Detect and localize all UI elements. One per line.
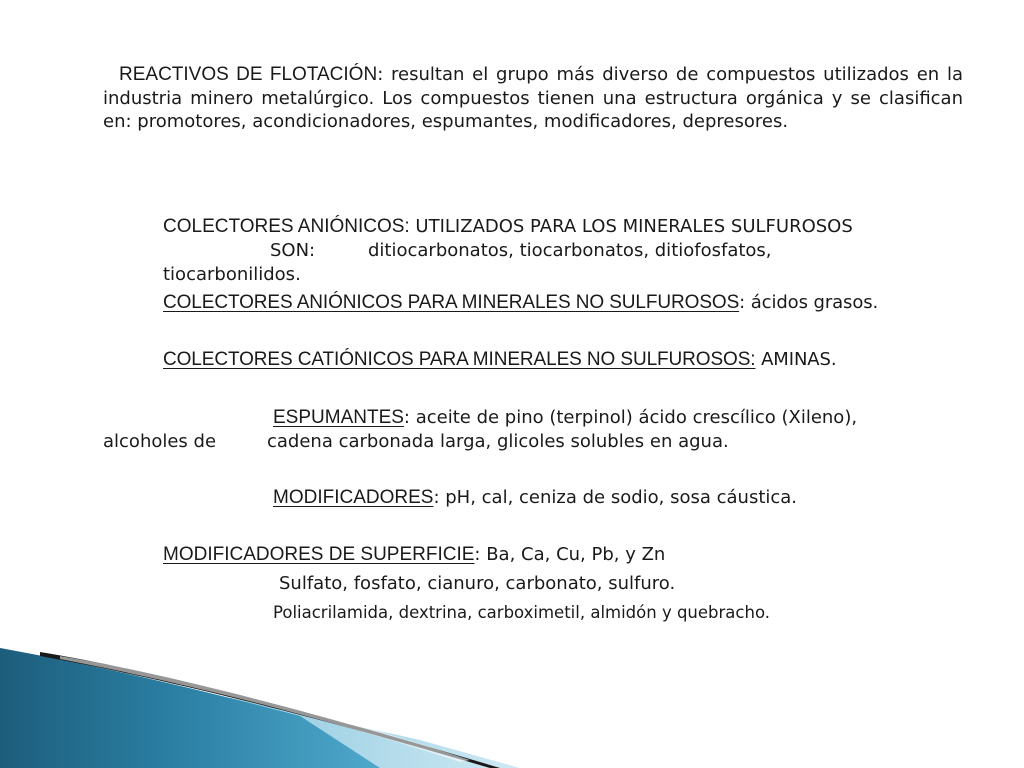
anionic-sulfide-line3: tiocarbonilidos.: [163, 264, 301, 285]
frothers-line1: [273, 406, 963, 430]
anionic-nonsulfide-text: : ácidos grasos.: [739, 292, 879, 313]
modifiers-paragraph: [273, 486, 973, 510]
anionic-sulfide-son: SON:: [270, 240, 316, 261]
frothers-keyword: ESPUMANTES: [273, 407, 404, 428]
anionic-sulfide-list: ditiocarbonatos, tiocarbonatos, ditiofosfatos,: [368, 240, 772, 261]
surface-modifiers-paragraph: [163, 543, 963, 567]
modifiers-text: : pH, cal, ceniza de sodio, sosa cáustica.: [433, 487, 798, 508]
surface-modifiers-text: : Ba, Ca, Cu, Pb, y Zn: [474, 544, 666, 565]
modifiers-keyword: MODIFICADORES: [273, 487, 434, 508]
intro-keyword: REACTIVOS DE FLOTACIÓN: [119, 64, 378, 85]
anionic-nonsulfide-paragraph: [163, 291, 983, 315]
intro-paragraph: [103, 63, 963, 134]
cationic-paragraph: [163, 348, 983, 372]
cationic-keyword: COLECTORES CATIÓNICOS PARA MINERALES NO SULFUROSOS:: [163, 349, 756, 370]
surface-modifiers-keyword: MODIFICADORES DE SUPERFICIE: [163, 544, 475, 565]
surface-modifiers-line3: Poliacrilamida, dextrina, carboximetil, almidón y quebracho.: [273, 603, 770, 622]
frothers-prefix: alcoholes de: [103, 431, 217, 452]
anionic-sulfide-text: UTILIZADOS PARA LOS MINERALES SULFUROSOS: [409, 216, 853, 237]
cationic-text: AMINAS.: [755, 349, 837, 370]
anionic-sulfide-line1: [163, 215, 963, 239]
intro-text: : resultan el grupo más diverso de compuestos utilizados en la industria minero metalúrgico. Los compuestos tienen una estructura orgánica y se clasifican en: promotores, acondicionadores, espumantes, modificadores, depresores.: [103, 64, 963, 132]
frothers-line2: cadena carbonada larga, glicoles solubles en agua.: [267, 431, 729, 452]
surface-modifiers-line2: Sulfato, fosfato, cianuro, carbonato, sulfuro.: [279, 573, 676, 594]
frothers-text: : aceite de pino (terpinol) ácido crescílico (Xileno),: [403, 407, 858, 428]
anionic-sulfide-keyword: COLECTORES ANIÓNICOS:: [163, 216, 410, 237]
anionic-nonsulfide-keyword: COLECTORES ANIÓNICOS PARA MINERALES NO SULFUROSOS: [163, 292, 740, 313]
